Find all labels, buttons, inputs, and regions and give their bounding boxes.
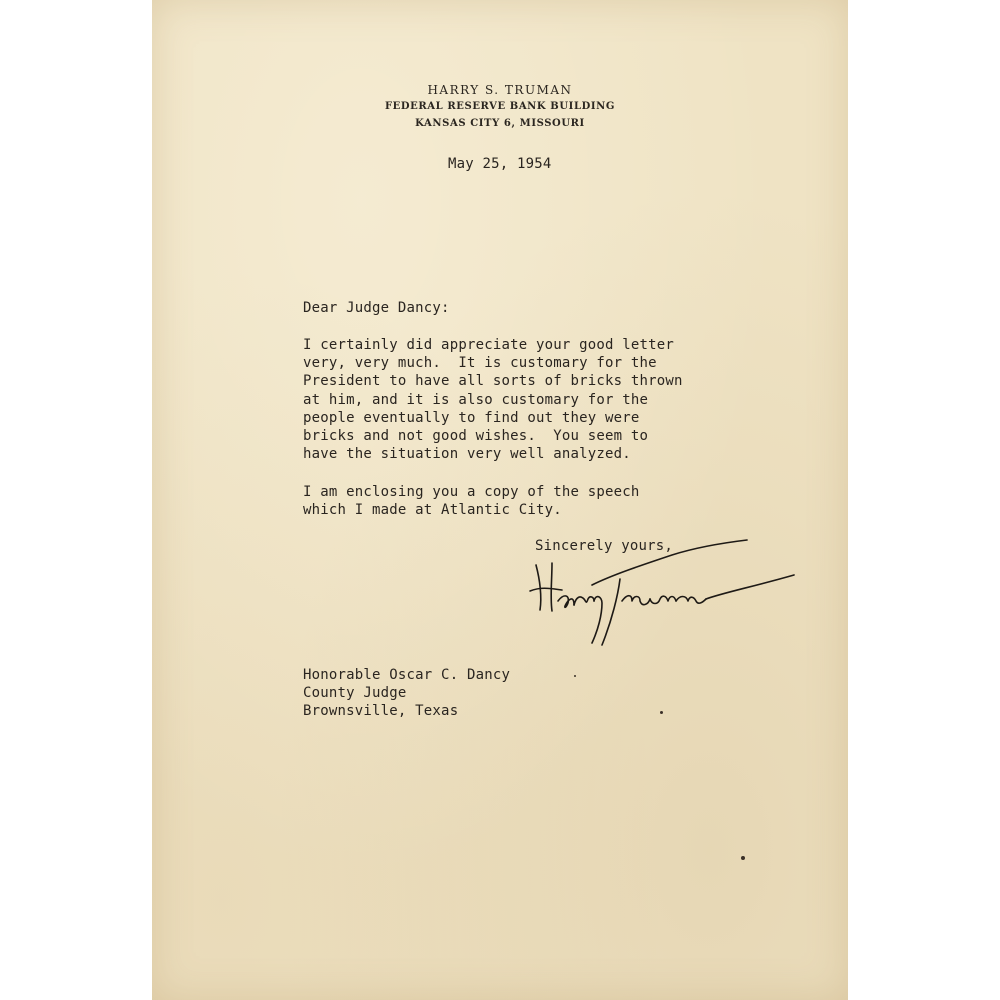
recipient-title: County Judge bbox=[303, 685, 407, 702]
recipient-block bbox=[303, 666, 510, 721]
letter-page bbox=[152, 0, 848, 1000]
ink-speck bbox=[741, 856, 745, 860]
letter-date: May 25, 1954 bbox=[448, 156, 552, 172]
signature bbox=[522, 535, 802, 650]
recipient-name: Honorable Oscar C. Dancy bbox=[303, 667, 511, 683]
letterhead-name: HARRY S. TRUMAN bbox=[427, 83, 573, 97]
ink-speck bbox=[574, 675, 576, 677]
letterhead-address-building: FEDERAL RESERVE BANK BUILDING bbox=[384, 101, 616, 112]
body-paragraph-2: I am enclosing you a copy of the speech which I made at Atlantic City. bbox=[303, 484, 640, 519]
ink-speck bbox=[660, 711, 663, 714]
body-paragraph-1: I certainly did appreciate your good letter very, very much. It is customary for the President to have all sorts of bricks thrown at him, and it is also customary for the people eventually to find out they were bricks and not good wishes. You seem to have the situation very well analyzed. bbox=[303, 337, 683, 463]
letterhead-address-city: KANSAS CITY 6, MISSOURI bbox=[415, 118, 585, 129]
salutation: Dear Judge Dancy: bbox=[303, 300, 450, 316]
recipient-location: Brownsville, Texas bbox=[303, 703, 459, 720]
closing: Sincerely yours, bbox=[535, 538, 674, 554]
